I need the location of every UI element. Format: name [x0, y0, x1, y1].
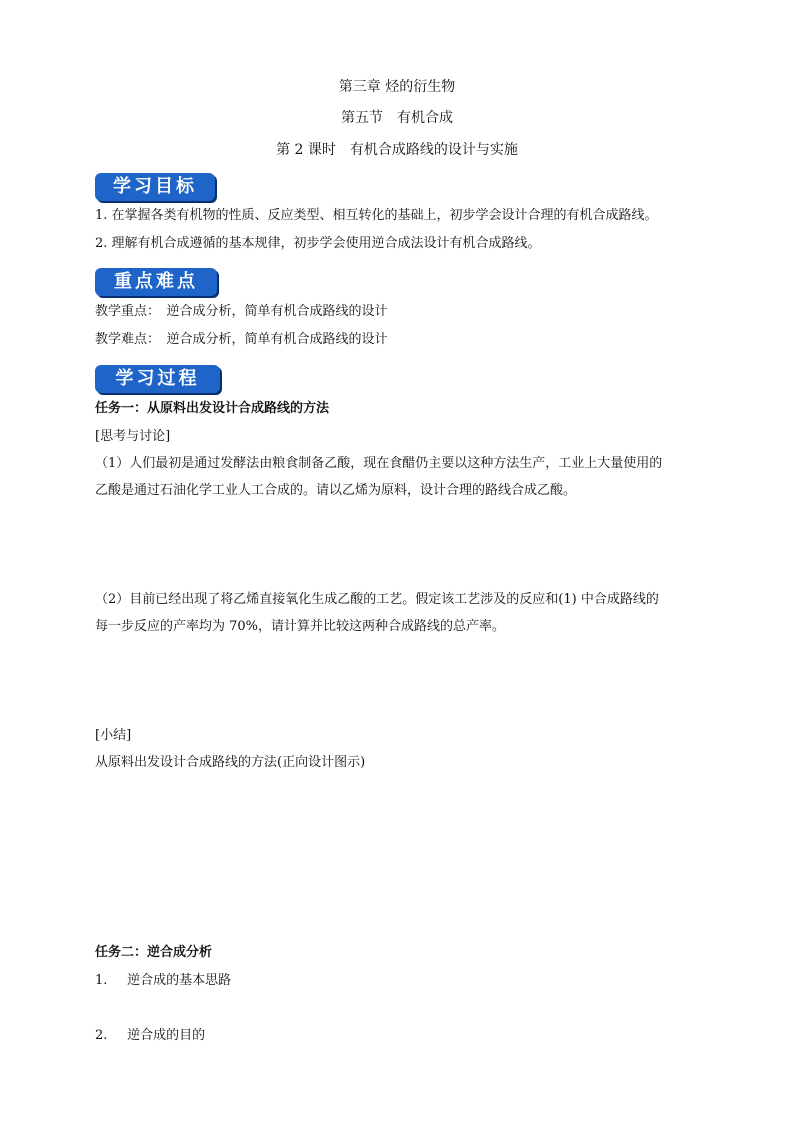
- lesson-title: 第 2 课时 有机合成路线的设计与实施: [276, 142, 518, 158]
- task2-item-1: [95, 972, 231, 990]
- summary-text: 从原料出发设计合成路线的方法(正向设计图示): [95, 755, 366, 770]
- task2-item-2-text: 逆合成的目的: [127, 1028, 206, 1043]
- process-badge: 学习过程: [95, 365, 220, 393]
- question2-line1: （2）目前已经出现了将乙烯直接氧化生成乙酸的工艺。假定该工艺涉及的反应和(1) 中合成路线的: [95, 592, 659, 607]
- task2-item-2-number: 2.: [95, 1028, 108, 1043]
- task2-item-1-text: 逆合成的基本思路: [127, 973, 232, 988]
- task2-item-1-number: 1.: [95, 973, 108, 988]
- teaching-difficulty: 教学难点： 逆合成分析，简单有机合成路线的设计: [95, 332, 388, 347]
- objective-item-1: 1. 在掌握各类有机物的性质、反应类型、相互转化的基础上，初步学会设计合理的有机合成路线。: [95, 208, 658, 223]
- question1-line2: 乙酸是通过石油化学工业人工合成的。请以乙烯为原料，设计合理的路线合成乙酸。: [95, 483, 577, 498]
- discussion-label: [思考与讨论]: [95, 429, 171, 444]
- task2-item-2: [95, 1027, 205, 1045]
- objectives-badge: 学习目标: [95, 173, 215, 201]
- keypoints-badge: 重点难点: [95, 268, 217, 296]
- section-title: 第五节 有机合成: [341, 110, 453, 126]
- teaching-focus: 教学重点： 逆合成分析，简单有机合成路线的设计: [95, 304, 388, 319]
- question1-line1: （1）人们最初是通过发酵法由粮食制备乙酸，现在食醋仍主要以这种方法生产，工业上大量使用的: [95, 456, 663, 471]
- task2-title: 任务二：逆合成分析: [95, 945, 213, 960]
- task1-title: 任务一：从原料出发设计合成路线的方法: [95, 401, 330, 416]
- chapter-title: 第三章 烃的衍生物: [338, 79, 456, 95]
- objective-item-2: 2. 理解有机合成遵循的基本规律，初步学会使用逆合成法设计有机合成路线。: [95, 236, 541, 251]
- question2-line2: 每一步反应的产率均为 70%，请计算并比较这两种合成路线的总产率。: [95, 619, 506, 634]
- summary-label: [小结]: [95, 728, 132, 743]
